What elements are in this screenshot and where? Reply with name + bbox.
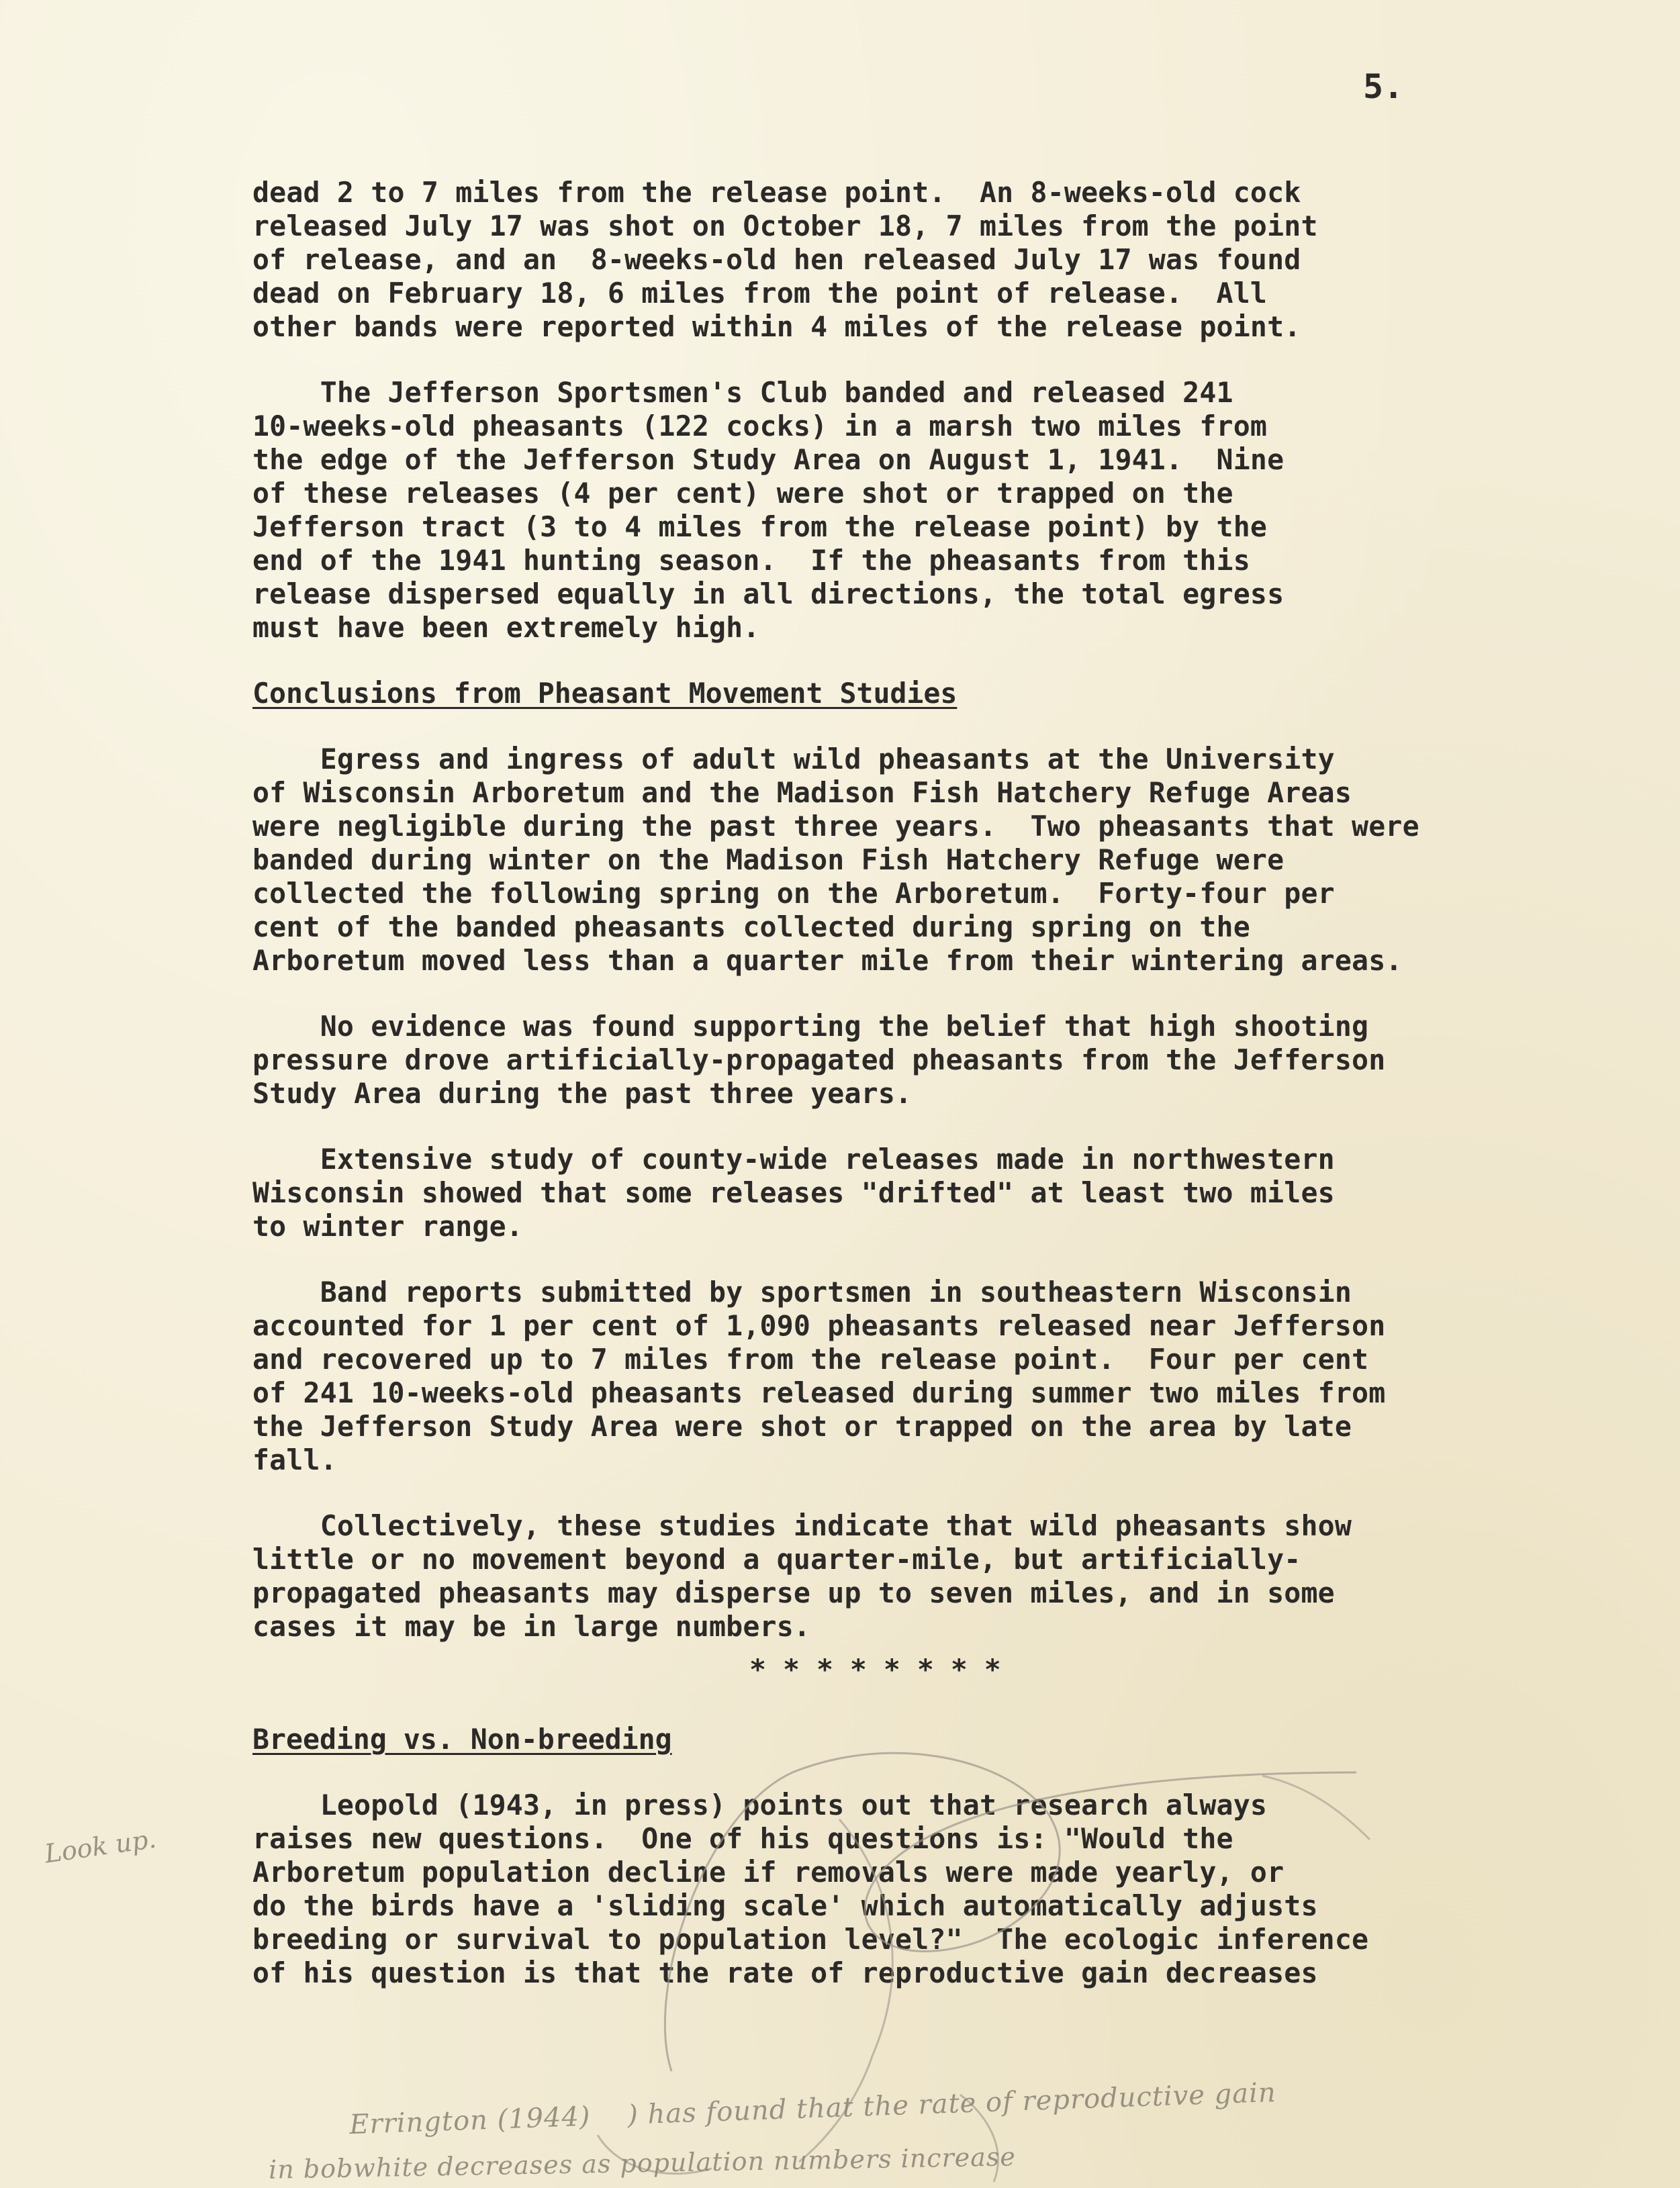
handwritten-note-line-1: Errington (1944) ) has found that the rate of reproductive gain bbox=[348, 2077, 1277, 2141]
paragraph-5 bbox=[252, 1143, 1663, 1243]
paragraph-1 bbox=[252, 176, 1663, 344]
text-line: the edge of the Jefferson Study Area on August 1, 1941. Nine bbox=[252, 443, 1285, 476]
text-line: other bands were reported within 4 miles of the release point. bbox=[252, 310, 1301, 343]
text-line: the Jefferson Study Area were shot or trapped on the area by late bbox=[252, 1410, 1352, 1443]
text-line: No evidence was found supporting the belief that high shooting bbox=[252, 1010, 1369, 1043]
text-line: and recovered up to 7 miles from the release point. Four per cent bbox=[252, 1343, 1369, 1376]
text-line: of 241 10-weeks-old pheasants released during summer two miles from bbox=[252, 1376, 1386, 1409]
text-line: Collectively, these studies indicate that wild pheasants show bbox=[252, 1509, 1352, 1542]
text-line: Band reports submitted by sportsmen in southeastern Wisconsin bbox=[252, 1276, 1352, 1309]
text-line: of Wisconsin Arboretum and the Madison Fish Hatchery Refuge Areas bbox=[252, 776, 1352, 809]
text-line: The Jefferson Sportsmen's Club banded and released 241 bbox=[252, 376, 1233, 409]
paragraph-2 bbox=[252, 376, 1663, 645]
text-line: release dispersed equally in all directions, the total egress bbox=[252, 577, 1285, 610]
text-line: 10-weeks-old pheasants (122 cocks) in a marsh two miles from bbox=[252, 410, 1268, 442]
text-line: Jefferson tract (3 to 4 miles from the release point) by the bbox=[252, 510, 1268, 543]
text-line: to winter range. bbox=[252, 1210, 523, 1243]
paragraph-3 bbox=[252, 743, 1663, 978]
text-line: fall. bbox=[252, 1443, 337, 1476]
section-heading-conclusions: Conclusions from Pheasant Movement Studies bbox=[252, 677, 958, 710]
text-line: were negligible during the past three years. Two pheasants that were bbox=[252, 810, 1419, 843]
text-line: must have been extremely high. bbox=[252, 611, 760, 644]
handwritten-margin-note: Look up. bbox=[42, 1823, 158, 1869]
text-line: Arboretum moved less than a quarter mile from their wintering areas. bbox=[252, 944, 1403, 977]
text-line: Egress and ingress of adult wild pheasants at the University bbox=[252, 743, 1335, 775]
section-separator: * * * * * * * * bbox=[749, 1653, 1001, 1686]
paragraph-7 bbox=[252, 1509, 1663, 1644]
handwritten-note-line-2: in bobwhite decreases as population numbers increase bbox=[268, 2142, 1017, 2185]
text-line: Leopold (1943, in press) points out that research always bbox=[252, 1789, 1268, 1821]
text-line: dead on February 18, 6 miles from the point of release. All bbox=[252, 277, 1268, 310]
text-line: Extensive study of county-wide releases made in northwestern bbox=[252, 1143, 1335, 1176]
text-line: pressure drove artificially-propagated pheasants from the Jefferson bbox=[252, 1043, 1386, 1076]
text-line: banded during winter on the Madison Fish Hatchery Refuge were bbox=[252, 843, 1285, 876]
paragraph-6 bbox=[252, 1276, 1663, 1477]
text-line: Wisconsin showed that some releases "drifted" at least two miles bbox=[252, 1176, 1335, 1209]
text-line: little or no movement beyond a quarter-mile, but artificially- bbox=[252, 1543, 1301, 1576]
text-line: breeding or survival to population level?" The ecologic inference bbox=[252, 1923, 1369, 1956]
text-line: cent of the banded pheasants collected during spring on the bbox=[252, 910, 1250, 943]
text-line: collected the following spring on the Arboretum. Forty-four per bbox=[252, 877, 1335, 910]
text-line: do the birds have a 'sliding scale' which automatically adjusts bbox=[252, 1889, 1318, 1922]
text-line: accounted for 1 per cent of 1,090 pheasants released near Jefferson bbox=[252, 1309, 1386, 1342]
text-line: Arboretum population decline if removals were made yearly, or bbox=[252, 1856, 1285, 1889]
text-line: of his question is that the rate of reproductive gain decreases bbox=[252, 1956, 1318, 1989]
paragraph-4 bbox=[252, 1010, 1663, 1110]
text-line: Study Area during the past three years. bbox=[252, 1077, 913, 1110]
text-line: raises new questions. One of his questions is: "Would the bbox=[252, 1822, 1233, 1855]
text-line: of these releases (4 per cent) were shot or trapped on the bbox=[252, 477, 1233, 510]
text-line: released July 17 was shot on October 18, 7 miles from the point bbox=[252, 209, 1318, 242]
paragraph-8 bbox=[252, 1789, 1663, 1990]
document-body bbox=[252, 176, 1663, 2022]
section-heading-breeding: Breeding vs. Non-breeding bbox=[252, 1723, 672, 1756]
text-line: end of the 1941 hunting season. If the pheasants from this bbox=[252, 544, 1250, 577]
text-line: of release, and an 8-weeks-old hen released July 17 was found bbox=[252, 243, 1301, 276]
text-line: dead 2 to 7 miles from the release point. An 8-weeks-old cock bbox=[252, 176, 1301, 209]
text-line: propagated pheasants may disperse up to seven miles, and in some bbox=[252, 1576, 1335, 1609]
text-line: cases it may be in large numbers. bbox=[252, 1610, 811, 1643]
page-number: 5. bbox=[1363, 67, 1404, 106]
